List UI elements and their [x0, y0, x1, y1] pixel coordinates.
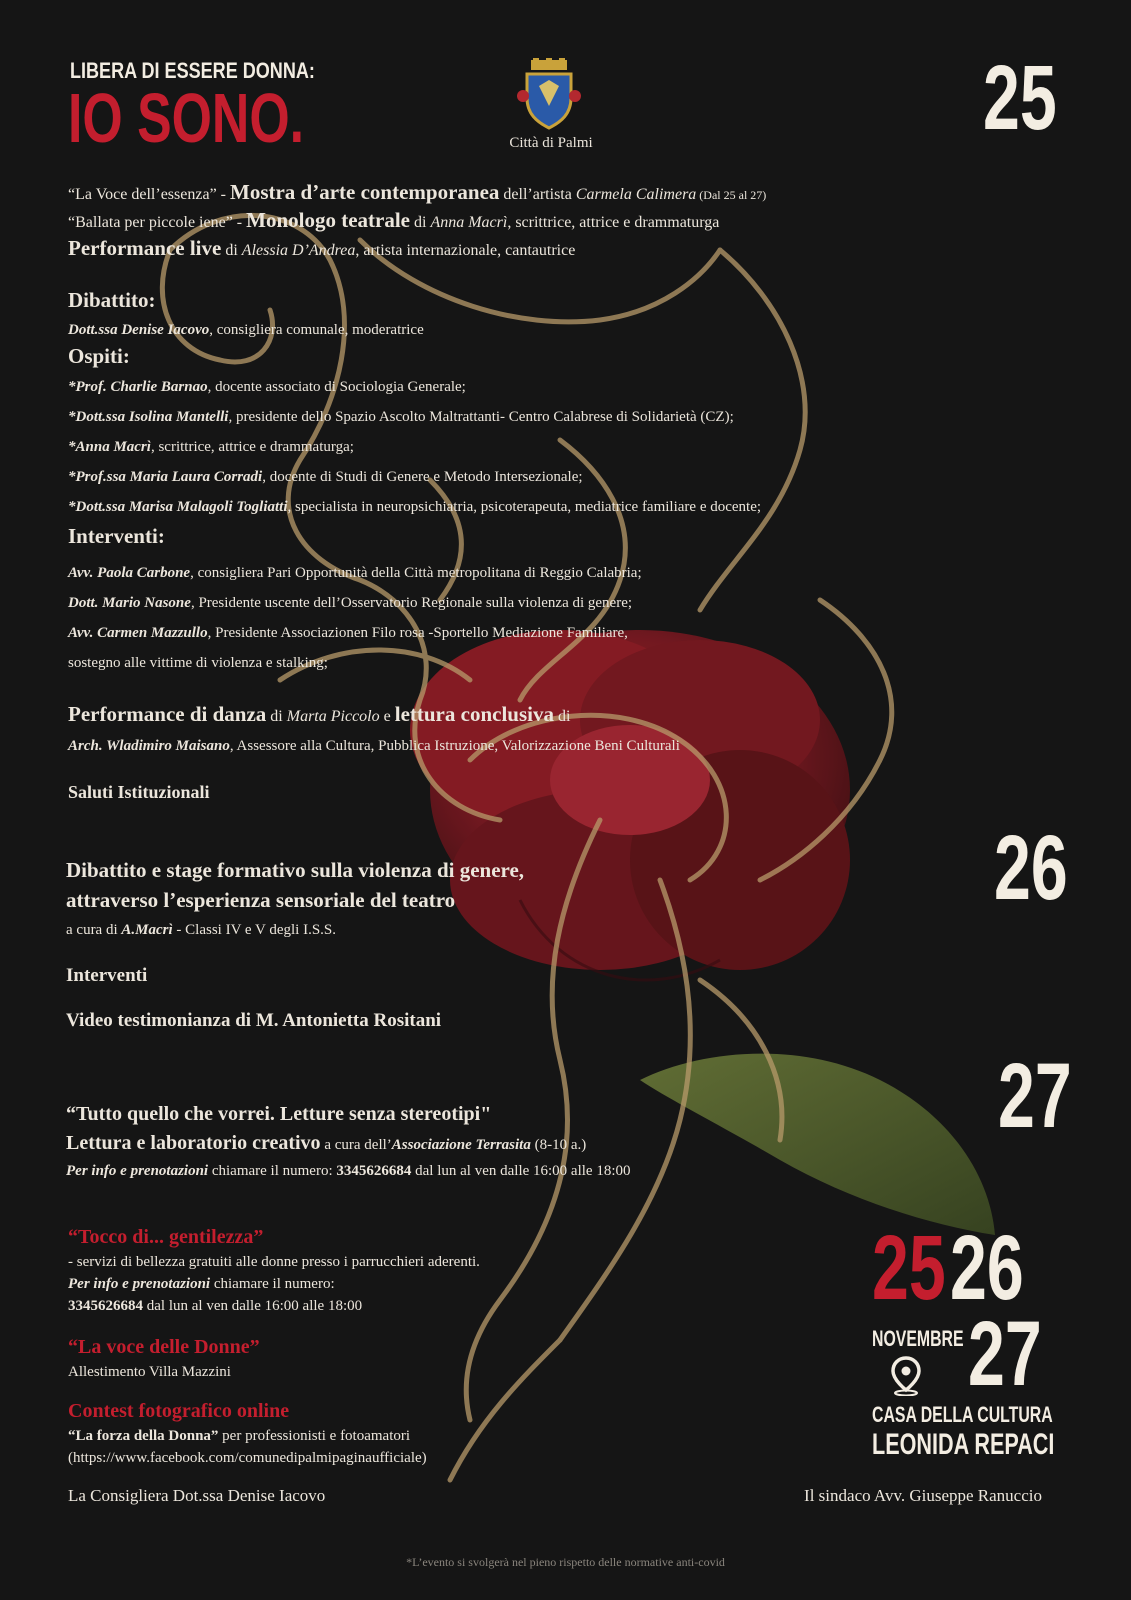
day-number: 26	[994, 817, 1068, 919]
day26-title-line2: attraverso l’esperienza sensoriale del teatro	[66, 888, 456, 912]
day-number: 25	[983, 47, 1057, 149]
moderator-line: Dott.ssa Denise Iacovo, consigliera comunale, moderatrice	[68, 322, 424, 338]
day-number: 27	[998, 1045, 1072, 1147]
performance-line: Performance live di Alessia D’Andrea, artista internazionale, cantautrice	[68, 236, 576, 260]
day26-curator: a cura di A.Macrì - Classi IV e V degli I.S.S.	[66, 922, 337, 938]
summary-day-25: 25	[872, 1217, 946, 1319]
day27-lab: Lettura e laboratorio creativo a cura dell’Associazione Terrasita (8-10 a.)	[66, 1132, 587, 1154]
day27-title: “Tutto quello che vorrei. Letture senza stereotipi"	[66, 1103, 492, 1125]
speaker-item: Avv. Carmen Mazzullo, Presidente Associazionen Filo rosa -Sportello Mediazione Familiare,	[68, 625, 628, 641]
location-pin-icon	[890, 1356, 922, 1396]
guest-item: *Prof. Charlie Barnao, docente associato di Sociologia Generale;	[68, 379, 466, 395]
signature-consigliera: La Consigliera Dot.ssa Denise Iacovo	[68, 1486, 326, 1505]
dibattito-heading: Dibattito:	[68, 288, 156, 312]
tocco-title: “Tocco di... gentilezza”	[68, 1226, 264, 1248]
guest-item: *Anna Macrì, scrittrice, attrice e drammaturga;	[68, 439, 354, 455]
day26-video: Video testimonianza di M. Antonietta Rositani	[66, 1010, 442, 1031]
tocco-phone: 3345626684 dal lun al ven dalle 16:00 alle 18:00	[68, 1298, 363, 1314]
interventi-heading: Interventi:	[68, 524, 165, 548]
signature-sindaco: Il sindaco Avv. Giuseppe Ranuccio	[804, 1486, 1042, 1505]
speaker-item: Avv. Paola Carbone, consigliera Pari Opportunità della Città metropolitana di Reggio Calabria;	[68, 565, 642, 581]
summary-month: NOVEMBRE	[872, 1326, 964, 1351]
guest-item: *Prof.ssa Maria Laura Corradi, docente di Studi di Genere e Metodo Intersezionale;	[68, 469, 583, 485]
ospiti-heading: Ospiti:	[68, 344, 130, 368]
tocco-info: Per info e prenotazioni chiamare il numero:	[68, 1276, 335, 1292]
speaker-continuation: sostegno alle vittime di violenza e stalking;	[68, 655, 328, 671]
voce-title: “La voce delle Donne”	[68, 1336, 260, 1358]
voce-desc: Allestimento Villa Mazzini	[68, 1364, 231, 1380]
tocco-desc: - servizi di bellezza gratuiti alle donne presso i parrucchieri aderenti.	[68, 1254, 480, 1270]
city-name: Città di Palmi	[509, 135, 593, 151]
day26-interventi: Interventi	[66, 965, 148, 986]
summary-day-27: 27	[968, 1303, 1042, 1405]
leaf-shape	[640, 1054, 995, 1235]
covid-note: *L’evento si svolgerà nel pieno rispetto delle normative anti-covid	[406, 1555, 725, 1569]
guest-item: *Dott.ssa Isolina Mantelli, presidente dello Spazio Ascolto Maltrattanti- Centro Calabrese di Solidarietà (CZ);	[68, 409, 734, 425]
summary-day-26: 26	[950, 1217, 1024, 1319]
speaker-item: Dott. Mario Nasone, Presidente uscente dell’Osservatorio Regionale sulla violenza di genere;	[68, 595, 633, 611]
guest-item: *Dott.ssa Marisa Malagoli Togliatti, specialista in neuropsichiatria, psicoterapeuta, mediatrice familiare e docente;	[68, 499, 762, 515]
saluti-line: Saluti Istituzionali	[68, 782, 210, 802]
rose-flower	[410, 630, 850, 980]
contest-desc: “La forza della Donna” per professionisti e fotoamatori	[68, 1428, 411, 1444]
exhibition-line: “La Voce dell’essenza” - Mostra d’arte contemporanea dell’artista Carmela Calimera (Dal 25 al 27)	[68, 180, 767, 204]
slogan-title: IO SONO.	[68, 79, 305, 157]
city-crest-icon	[517, 58, 581, 130]
slogan-subtitle: LIBERA DI ESSERE DONNA:	[70, 58, 315, 83]
dance-line: Performance di danza di Marta Piccolo e lettura conclusiva di	[68, 702, 571, 726]
arch-line: Arch. Wladimiro Maisano, Assessore alla Cultura, Pubblica Istruzione, Valorizzazione Beni Culturali	[68, 738, 680, 754]
day27-info: Per info e prenotazioni chiamare il numero: 3345626684 dal lun al ven dalle 16:00 alle 18:00	[66, 1163, 631, 1179]
contest-title: Contest fotografico online	[68, 1400, 290, 1422]
venue-line-2: LEONIDA REPACI	[872, 1428, 1055, 1461]
monologue-line: “Ballata per piccole iene” - Monologo teatrale di Anna Macrì, scrittrice, attrice e drammaturga	[68, 208, 720, 232]
venue-line-1: CASA DELLA CULTURA	[872, 1402, 1053, 1427]
contest-link[interactable]: (https://www.facebook.com/comunedipalmipaginaufficiale)	[68, 1450, 427, 1466]
day26-title-line1: Dibattito e stage formativo sulla violenza di genere,	[66, 858, 525, 882]
